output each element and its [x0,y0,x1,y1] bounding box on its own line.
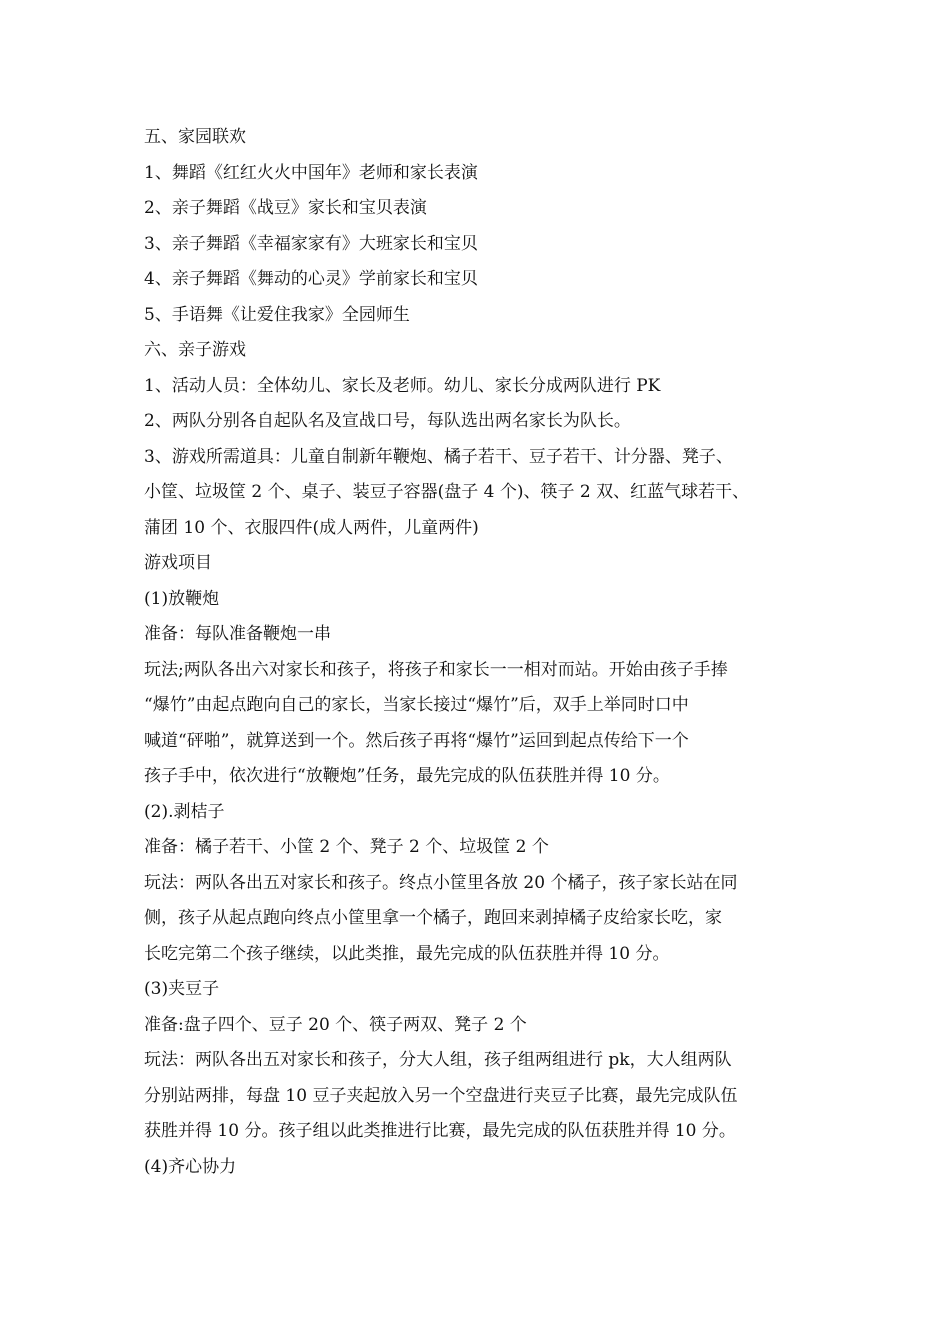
text-line: 1、活动人员：全体幼儿、家长及老师。幼儿、家长分成两队进行 PK [144,375,661,396]
text-line: 玩法：两队各出五对家长和孩子。终点小筐里各放 20 个橘子，孩子家长站在同 [144,872,738,893]
text-line: “爆竹”由起点跑向自己的家长，当家长接过“爆竹”后，双手上举同时口中 [144,695,689,715]
text-line: 小筐、垃圾筐 2 个、桌子、装豆子容器(盘子 4 个)、筷子 2 双、红蓝气球若干、 [144,482,750,502]
text-line: 3、游戏所需道具：儿童自制新年鞭炮、橘子若干、豆子若干、计分器、凳子、 [144,446,733,467]
text-line: 3、亲子舞蹈《幸福家家有》大班家长和宝贝 [144,233,478,254]
text-line: 获胜并得 10 分。孩子组以此类推进行比赛，最先完成的队伍获胜并得 10 分。 [144,1121,736,1141]
text-line: 侧，孩子从起点跑向终点小筐里拿一个橘子，跑回来剥掉橘子皮给家长吃，家 [144,908,722,928]
text-line: 玩法：两队各出五对家长和孩子，分大人组，孩子组两组进行 pk，大人组两队 [144,1050,732,1070]
heading-family-party: 五、家园联欢 [144,127,246,147]
subheading-pick-beans: (3)夹豆子 [144,979,220,999]
text-line: 蒲团 10 个、衣服四件(成人两件，儿童两件) [144,517,479,538]
subheading-firecrackers: (1)放鞭炮 [144,588,220,609]
text-line: 喊道“砰啪”，就算送到一个。然后孩子再将“爆竹”运回到起点传给下一个 [144,730,689,751]
text-line: 准备：每队准备鞭炮一串 [144,624,331,644]
subheading-peel-oranges: (2).剥桔子 [144,801,225,822]
document-body [144,120,824,1185]
text-line: 玩法;两队各出六对家长和孩子，将孩子和家长一一相对而站。开始由孩子手捧 [144,659,728,680]
subheading-teamwork: (4)齐心协力 [144,1156,237,1177]
text-line: 2、亲子舞蹈《战豆》家长和宝贝表演 [144,198,427,218]
text-line: 1、舞蹈《红红火火中国年》老师和家长表演 [144,162,478,183]
text-line: 长吃完第二个孩子继续，以此类推，最先完成的队伍获胜并得 10 分。 [144,943,670,964]
text-line: 准备：橘子若干、小筐 2 个、凳子 2 个、垃圾筐 2 个 [144,837,549,857]
heading-game-items: 游戏项目 [144,553,212,573]
text-line: 准备:盘子四个、豆子 20 个、筷子两双、凳子 2 个 [144,1014,527,1035]
text-line: 4、亲子舞蹈《舞动的心灵》学前家长和宝贝 [144,269,478,289]
heading-parent-child-games: 六、亲子游戏 [144,340,246,360]
text-line: 分别站两排，每盘 10 豆子夹起放入另一个空盘进行夹豆子比赛，最先完成队伍 [144,1085,738,1106]
text-line: 2、两队分别各自起队名及宣战口号，每队选出两名家长为队长。 [144,411,631,431]
text-line: 5、手语舞《让爱住我家》全园师生 [144,304,410,325]
text-line: 孩子手中，依次进行“放鞭炮”任务，最先完成的队伍获胜并得 10 分。 [144,766,670,786]
